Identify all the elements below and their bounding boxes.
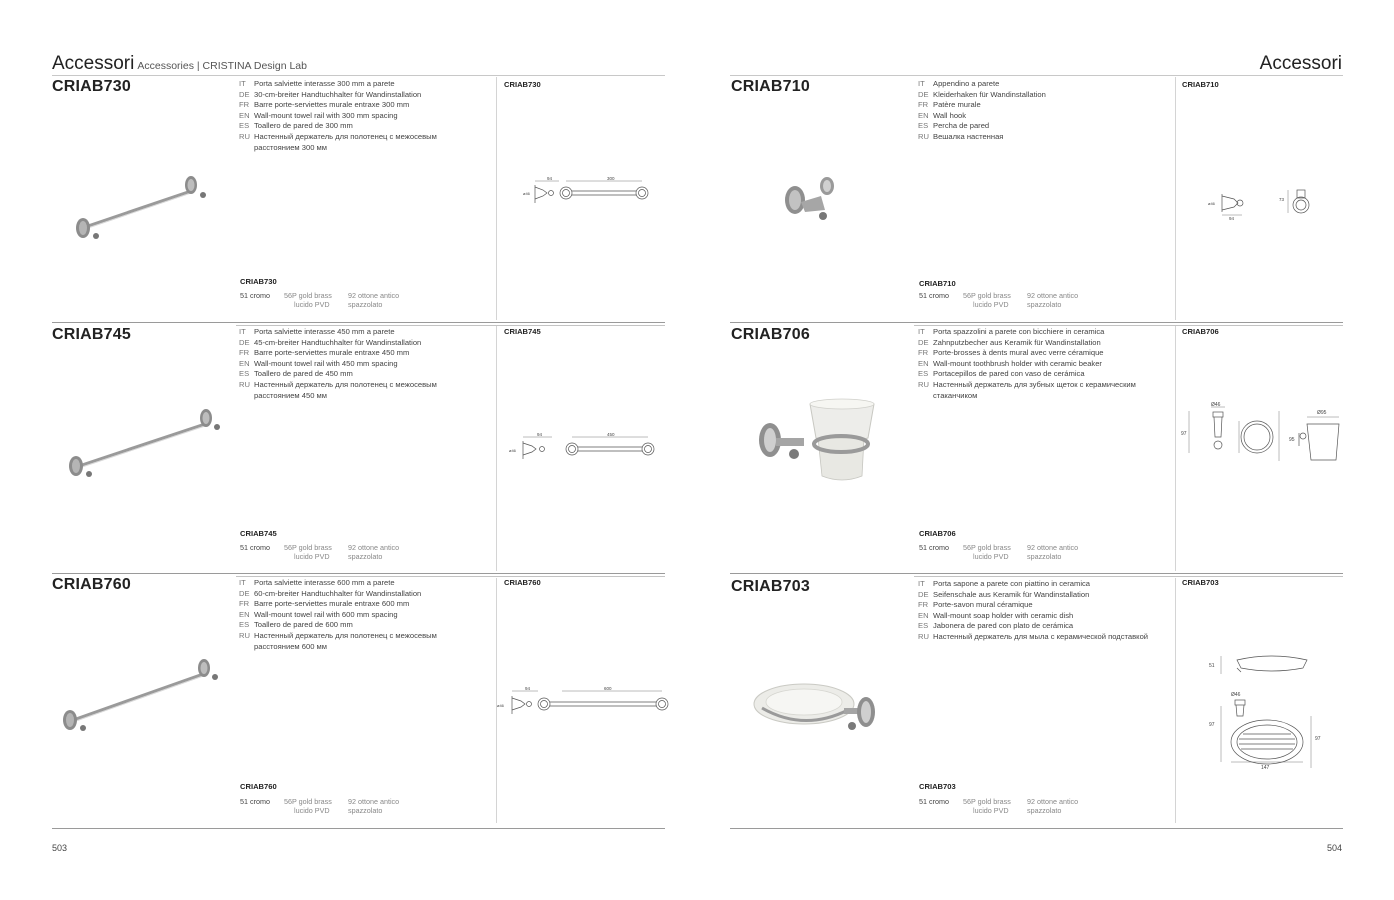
header-rule	[730, 75, 1343, 76]
finish-antique: 92 ottone antico spazzolato	[1027, 797, 1079, 815]
language-code: ES	[918, 121, 929, 131]
section-divider-thin	[236, 576, 665, 577]
language-code: DE	[239, 89, 250, 99]
technical-drawing	[496, 683, 676, 723]
product-photo	[66, 170, 216, 245]
product-code: CRIAB730	[52, 78, 131, 95]
drawing-code: CRIAB730	[504, 80, 541, 89]
description-row	[239, 132, 479, 153]
description-row	[918, 348, 1168, 359]
language-code: ES	[239, 369, 250, 379]
finish-antique: 92 ottone antico spazzolato	[348, 543, 400, 561]
description-row	[918, 590, 1178, 601]
language-code: IT	[918, 327, 925, 336]
description-row	[918, 79, 1168, 90]
language-code: EN	[918, 610, 929, 620]
section-divider	[52, 573, 665, 574]
description-text: Toallero de pared de 600 mm	[254, 620, 353, 630]
description-text: Porte-savon mural céramique	[933, 600, 1033, 610]
description-text: Barre porte-serviettes murale entraxe 300 mm	[254, 100, 410, 110]
description-text: Wall hook	[933, 110, 967, 120]
technical-drawing	[519, 173, 659, 213]
finish-chrome: 51 cromo	[240, 797, 270, 806]
finish-list	[919, 292, 1078, 309]
description-row	[918, 380, 1168, 401]
language-code: RU	[239, 379, 250, 389]
product-photo	[752, 672, 882, 747]
description-text: Porta salviette interasse 300 mm a parete	[254, 79, 395, 88]
finish-code-title: CRIAB703	[919, 782, 956, 791]
product-photo	[781, 172, 841, 227]
description-row	[239, 359, 479, 370]
language-code: EN	[918, 110, 929, 120]
language-code: RU	[239, 630, 250, 640]
description-text: Zahnputzbecher aus Keramik für Wandinstallation	[933, 337, 1101, 347]
description-row	[239, 380, 479, 401]
description-text: Porta sapone a parete con piattino in ceramica	[933, 579, 1091, 588]
product-code: CRIAB745	[52, 326, 131, 343]
svg-text:97: 97	[1181, 431, 1187, 437]
drawing-code: CRIAB710	[1182, 80, 1219, 89]
description-text: Настенный держатель для мыла с керамической подставкой	[933, 631, 1149, 641]
column-divider	[496, 326, 497, 571]
language-code: DE	[239, 337, 250, 347]
finish-code-title: CRIAB710	[919, 279, 956, 288]
finish-chrome: 51 cromo	[919, 543, 949, 552]
language-code: IT	[918, 579, 925, 588]
language-code: EN	[239, 609, 250, 619]
right-page	[697, 0, 1394, 900]
description-row	[918, 90, 1168, 101]
finish-gold: 56P gold brass lucido PVD	[284, 797, 332, 815]
description-text: Настенный держатель для зубных щеток с керамическим стаканчиком	[933, 379, 1136, 400]
product-description	[918, 579, 1178, 643]
finish-chrome: 51 cromo	[919, 797, 949, 806]
page-title: Accessori	[1259, 53, 1342, 74]
product-description	[918, 327, 1168, 401]
svg-text:ø46: ø46	[523, 191, 530, 196]
language-code: ES	[918, 369, 929, 379]
product-description	[239, 327, 479, 401]
svg-text:Ø95: Ø95	[1317, 410, 1327, 416]
finish-list	[919, 798, 1078, 815]
language-code: IT	[239, 327, 246, 336]
description-text: Barre porte-serviettes murale entraxe 600 mm	[254, 599, 410, 609]
column-divider	[1175, 326, 1176, 571]
description-text: Wall-mount toothbrush holder with ceramic beaker	[933, 358, 1102, 368]
finish-gold: 56P gold brass lucido PVD	[963, 797, 1011, 815]
language-code: DE	[918, 337, 929, 347]
description-row	[239, 599, 479, 610]
language-code: ES	[918, 621, 929, 631]
description-row	[918, 621, 1178, 632]
svg-text:94: 94	[1229, 216, 1235, 221]
language-code: RU	[918, 131, 929, 141]
language-code: FR	[918, 600, 929, 610]
section-divider-thin	[914, 325, 1343, 326]
page-title	[52, 53, 307, 75]
column-divider	[496, 77, 497, 320]
description-text: Porte-brosses à dents mural avec verre céramique	[933, 348, 1104, 358]
svg-text:147: 147	[1261, 765, 1270, 771]
description-text: Вешалка настенная	[933, 131, 1004, 141]
description-text: Porta spazzolini a parete con bicchiere in ceramica	[933, 327, 1105, 336]
section-divider	[730, 573, 1343, 574]
column-divider	[1175, 77, 1176, 320]
description-text: Настенный держатель для полотенец с межосевым расстоянием 300 мм	[254, 131, 437, 152]
section-divider	[52, 322, 665, 323]
technical-drawing	[1207, 650, 1327, 772]
description-text: Toallero de pared de 450 mm	[254, 369, 353, 379]
description-row	[918, 100, 1168, 111]
description-row	[239, 369, 479, 380]
language-code: FR	[239, 100, 250, 110]
finish-gold: 56P gold brass lucido PVD	[963, 291, 1011, 309]
product-description	[239, 79, 479, 153]
description-row	[918, 369, 1168, 380]
svg-text:97: 97	[1209, 722, 1215, 728]
finish-gold: 56P gold brass lucido PVD	[963, 543, 1011, 561]
language-code: EN	[918, 358, 929, 368]
finish-list	[240, 544, 399, 561]
svg-text:95: 95	[1289, 437, 1295, 443]
technical-drawing	[1208, 184, 1328, 224]
description-row	[239, 327, 479, 338]
finish-code-title: CRIAB706	[919, 529, 956, 538]
description-text: Wall-mount soap holder with ceramic dish	[933, 610, 1074, 620]
product-photo	[60, 405, 225, 480]
language-code: IT	[918, 79, 925, 88]
finish-chrome: 51 cromo	[240, 543, 270, 552]
finish-chrome: 51 cromo	[919, 291, 949, 300]
product-description	[239, 578, 479, 652]
product-code: CRIAB706	[731, 326, 810, 343]
description-text: Toallero de pared de 300 mm	[254, 121, 353, 131]
description-row	[239, 620, 479, 631]
finish-antique: 92 ottone antico spazzolato	[348, 797, 400, 815]
technical-drawing	[1181, 399, 1341, 464]
section-divider	[52, 828, 665, 829]
language-code: EN	[239, 110, 250, 120]
description-row	[918, 327, 1168, 338]
svg-text:94: 94	[537, 432, 543, 437]
description-text: Seifenschale aus Keramik für Wandinstallation	[933, 589, 1090, 599]
svg-text:300: 300	[607, 176, 615, 181]
language-code: FR	[918, 348, 929, 358]
description-row	[239, 90, 479, 101]
description-row	[918, 111, 1168, 122]
finish-antique: 92 ottone antico spazzolato	[1027, 291, 1079, 309]
language-code: DE	[239, 588, 250, 598]
product-code: CRIAB710	[731, 78, 810, 95]
header-rule	[52, 75, 665, 76]
description-text: Wall-mount towel rail with 450 mm spacing	[254, 358, 398, 368]
finish-list	[240, 798, 399, 815]
description-row	[918, 338, 1168, 349]
section-divider-thin	[914, 576, 1343, 577]
description-row	[918, 611, 1178, 622]
language-code: ES	[239, 121, 250, 131]
description-row	[239, 631, 479, 652]
language-code: DE	[918, 89, 929, 99]
language-code: RU	[918, 379, 929, 389]
description-text: Kleiderhaken für Wandinstallation	[933, 89, 1046, 99]
language-code: RU	[918, 631, 929, 641]
svg-text:ø46: ø46	[509, 448, 516, 453]
svg-text:94: 94	[547, 176, 553, 181]
finish-gold: 56P gold brass lucido PVD	[284, 543, 332, 561]
finish-list	[240, 292, 399, 309]
description-row	[239, 589, 479, 600]
description-row	[239, 79, 479, 90]
description-text: 60-cm-breiter Handtuchhalter für Wandinstallation	[254, 588, 422, 598]
page-number: 503	[52, 843, 68, 853]
description-text: Wall-mount towel rail with 600 mm spacing	[254, 609, 398, 619]
product-description	[918, 79, 1168, 143]
svg-text:94: 94	[525, 686, 531, 691]
language-code: ES	[239, 620, 250, 630]
drawing-code: CRIAB745	[504, 327, 541, 336]
product-photo	[752, 396, 882, 491]
page-title-text: Accessori	[52, 53, 135, 74]
description-text: Wall-mount towel rail with 300 mm spacing	[254, 110, 398, 120]
finish-gold: 56P gold brass lucido PVD	[284, 291, 332, 309]
description-text: Настенный держатель для полотенец с межосевым расстоянием 450 мм	[254, 379, 437, 400]
svg-text:450: 450	[607, 432, 615, 437]
description-text: Appendino a parete	[933, 79, 1000, 88]
language-code: IT	[239, 79, 246, 88]
product-photo	[54, 655, 224, 735]
description-text: Porta salviette interasse 450 mm a parete	[254, 327, 395, 336]
section-divider	[730, 828, 1343, 829]
drawing-code: CRIAB703	[1182, 578, 1219, 587]
description-text: Barre porte-serviettes murale entraxe 450 mm	[254, 348, 410, 358]
svg-text:97: 97	[1315, 736, 1321, 742]
finish-code-title: CRIAB730	[240, 277, 277, 286]
svg-text:ø46: ø46	[497, 703, 504, 708]
description-text: Percha de pared	[933, 121, 990, 131]
technical-drawing	[507, 428, 657, 468]
finish-chrome: 51 cromo	[240, 291, 270, 300]
drawing-code: CRIAB760	[504, 578, 541, 587]
description-row	[918, 632, 1178, 643]
language-code: EN	[239, 358, 250, 368]
description-row	[239, 338, 479, 349]
description-row	[239, 610, 479, 621]
section-divider	[730, 322, 1343, 323]
svg-text:Ø46: Ø46	[1231, 692, 1241, 698]
language-code: IT	[239, 578, 246, 587]
description-row	[918, 121, 1168, 132]
language-code: RU	[239, 131, 250, 141]
svg-text:Ø46: Ø46	[1211, 402, 1221, 408]
description-text: Jabonera de pared con plato de cerámica	[933, 621, 1074, 631]
page-subtitle: Accessories | CRISTINA Design Lab	[137, 60, 307, 72]
description-text: Porta salviette interasse 600 mm a parete	[254, 578, 395, 587]
finish-antique: 92 ottone antico spazzolato	[1027, 543, 1079, 561]
drawing-code: CRIAB706	[1182, 327, 1219, 336]
language-code: FR	[918, 100, 929, 110]
language-code: FR	[239, 348, 250, 358]
svg-text:73: 73	[1279, 197, 1285, 202]
finish-list	[919, 544, 1078, 561]
description-text: Portacepillos de pared con vaso de cerámica	[933, 369, 1085, 379]
finish-code-title: CRIAB745	[240, 529, 277, 538]
description-row	[239, 111, 479, 122]
description-row	[918, 579, 1178, 590]
product-code: CRIAB760	[52, 576, 131, 593]
section-divider-thin	[236, 325, 665, 326]
language-code: FR	[239, 599, 250, 609]
description-row	[918, 359, 1168, 370]
description-row	[918, 132, 1168, 143]
description-text: 45-cm-breiter Handtuchhalter für Wandinstallation	[254, 337, 422, 347]
description-row	[239, 348, 479, 359]
description-row	[239, 121, 479, 132]
svg-text:ø46: ø46	[1208, 201, 1215, 206]
description-text: 30-cm-breiter Handtuchhalter für Wandinstallation	[254, 89, 422, 99]
product-code: CRIAB703	[731, 578, 810, 595]
svg-text:51: 51	[1209, 663, 1215, 669]
svg-text:600: 600	[604, 686, 612, 691]
finish-code-title: CRIAB760	[240, 782, 277, 791]
finish-antique: 92 ottone antico spazzolato	[348, 291, 400, 309]
description-row	[239, 578, 479, 589]
page-number: 504	[1326, 843, 1342, 853]
language-code: DE	[918, 589, 929, 599]
description-text: Настенный держатель для полотенец с межосевым расстоянием 600 мм	[254, 630, 437, 651]
description-row	[918, 600, 1178, 611]
description-text: Patère murale	[933, 100, 981, 110]
description-row	[239, 100, 479, 111]
